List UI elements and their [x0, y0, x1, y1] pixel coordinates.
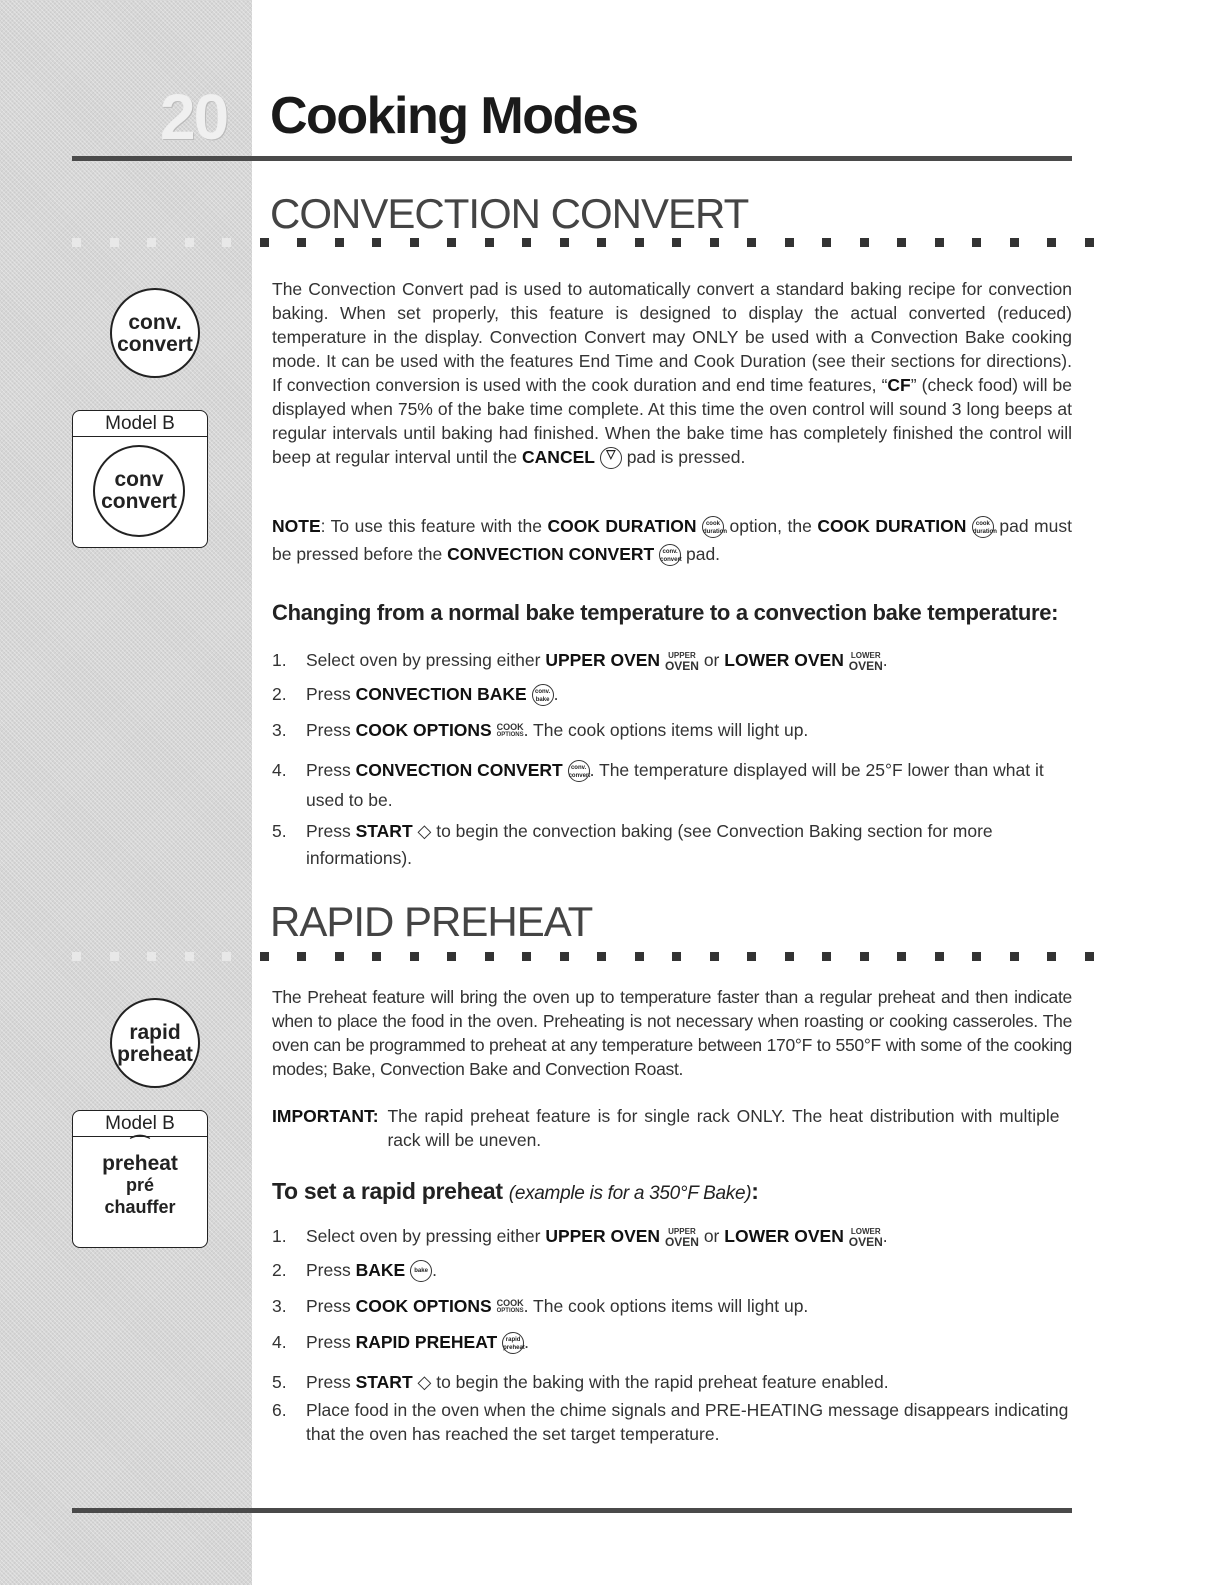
rapid-preheat-paragraph: The Preheat feature will bring the oven up to temperature faster than a regular preheat and then indicate when to place the food in the oven. Preheating is not necessary when roasting or cooking casseroles. The oven can be programmed to preheat at any temperature between 170°F to 550°F with some of the cooking modes; Bake, Convection Bake and Convection Roast. — [272, 987, 1072, 1079]
divider-square — [1085, 238, 1094, 247]
text-run: pad is pressed. — [621, 447, 746, 467]
icon-text: rapid — [505, 1337, 521, 1344]
divider-square — [897, 952, 906, 961]
text-run: pad. — [685, 544, 721, 564]
divider-square — [597, 238, 606, 247]
divider-square — [897, 238, 906, 247]
text-run: to begin the convection baking (see Convection Baking section for more informations). — [306, 821, 993, 868]
divider-square — [222, 952, 231, 961]
text-run: LOWER OVEN — [724, 650, 844, 670]
chapter-title: Cooking Modes — [270, 87, 638, 145]
divider-square — [72, 952, 81, 961]
text-run: Press — [306, 1296, 356, 1316]
model-label: Model B — [73, 411, 207, 437]
important-paragraph — [272, 1104, 1072, 1152]
icon-text: OVEN — [848, 1234, 883, 1249]
divider-square — [785, 952, 794, 961]
divider-square — [635, 238, 644, 247]
divider-square — [335, 952, 344, 961]
conv-convert-icon — [568, 760, 590, 782]
icon-text: bake — [414, 1268, 428, 1275]
icon-text: preheat — [503, 1345, 525, 1352]
text-run: START — [355, 1372, 413, 1392]
text-run: COOK DURATION — [547, 516, 697, 536]
divider-square — [522, 952, 531, 961]
text-run: The Convection Convert pad is used to automatically convert a standard baking recipe for convection baking. When set properly, this feature is designed to display the actual converted (reduced) temperature in the display. Convection Convert may ONLY be used with a Convection Bake cooking mode. It can be used with the features End Time and Cook Duration (see their sections for directions). If convection conversion is used with the cook duration and end time features, “ — [272, 279, 1072, 395]
text-run: CANCEL — [522, 447, 595, 467]
divider-square — [185, 238, 194, 247]
divider-square — [522, 238, 531, 247]
lower-oven-icon — [849, 651, 883, 672]
text-run: : — [751, 1178, 759, 1204]
footer-rule — [72, 1508, 1072, 1513]
text-run: to begin the baking with the rapid preheat feature enabled. — [431, 1372, 889, 1392]
divider-square — [410, 952, 419, 961]
divider-square — [1085, 952, 1094, 961]
icon-text: conv. — [570, 765, 587, 772]
icon-text: OPTIONS — [496, 1308, 524, 1315]
cook-options-icon — [497, 723, 524, 739]
divider-square — [860, 952, 869, 961]
text-run: COOK OPTIONS — [355, 1296, 492, 1316]
text-run: or — [703, 1226, 725, 1246]
conv-convert-button — [110, 288, 200, 378]
step-number: 5. — [272, 1372, 287, 1392]
text-run: CONVECTION BAKE — [355, 684, 527, 704]
divider-square — [822, 952, 831, 961]
icon-text: convert — [568, 773, 591, 780]
text-run: Press — [306, 1260, 356, 1280]
start-icon: ◇ — [417, 821, 432, 841]
start-icon: ◇ — [417, 1372, 432, 1392]
text-run: Select oven by pressing either — [306, 1226, 546, 1246]
text-run: UPPER OVEN — [545, 650, 661, 670]
divider-square — [710, 952, 719, 961]
step-number: 6. — [272, 1400, 287, 1420]
model-b-panel — [72, 1110, 208, 1248]
text-run: To set a rapid preheat — [272, 1178, 503, 1204]
text-run: Press — [306, 821, 356, 841]
icon-text: duration — [972, 529, 997, 536]
divider-square — [222, 238, 231, 247]
upper-oven-icon — [665, 651, 699, 672]
icon-text: OVEN — [664, 658, 699, 673]
button-line: conv. — [128, 311, 182, 334]
divider-square — [935, 952, 944, 961]
text-run: RAPID PREHEAT — [355, 1332, 498, 1352]
conv-convert-icon — [659, 544, 681, 566]
text-run: Press — [306, 760, 356, 780]
text-run: option, the — [729, 516, 818, 536]
text-run: LOWER OVEN — [724, 1226, 844, 1246]
divider-square — [485, 238, 494, 247]
divider-square — [1010, 238, 1019, 247]
lower-oven-icon — [849, 1227, 883, 1248]
icon-text: conv. — [534, 689, 551, 696]
conv-bake-icon — [532, 684, 554, 706]
divider-square — [372, 238, 381, 247]
divider-square — [1047, 952, 1056, 961]
text-run: CF — [887, 375, 911, 395]
divider-square — [860, 238, 869, 247]
step-number: 5. — [272, 821, 287, 841]
step-number: 1. — [272, 650, 287, 670]
divider-square — [672, 238, 681, 247]
icon-text: bake — [535, 697, 550, 704]
text-run: . The temperature displayed will be 25°F lower than what it used to be. — [306, 760, 1044, 810]
text-run: Press — [306, 720, 356, 740]
button-line: pré — [125, 1175, 154, 1195]
divider-square — [972, 952, 981, 961]
button-line: preheat — [102, 1152, 178, 1175]
divider-square — [447, 952, 456, 961]
text-run: . — [524, 1332, 529, 1352]
text-run: . The cook options items will light up. — [523, 1296, 809, 1316]
divider-square — [260, 952, 269, 961]
important-label: IMPORTANT: — [272, 1106, 379, 1126]
text-run: . — [553, 684, 559, 704]
cancel-icon: ▽ — [600, 447, 622, 469]
conv-convert-model-button — [93, 445, 185, 537]
step-number: 4. — [272, 1332, 287, 1352]
step-number: 2. — [272, 684, 287, 704]
cook-options-icon — [497, 1299, 524, 1315]
icon-text: conv. — [662, 549, 678, 556]
cook-duration-icon — [972, 516, 997, 538]
divider-square — [335, 238, 344, 247]
divider-square — [110, 952, 119, 961]
preheat-model-button — [73, 1135, 207, 1218]
section-title-rapid-preheat: RAPID PREHEAT — [270, 898, 593, 945]
text-run: COOK DURATION — [817, 516, 967, 536]
button-line: convert — [101, 490, 177, 513]
button-line: preheat — [117, 1043, 193, 1066]
text-run: The rapid preheat feature is for single rack ONLY. The heat distribution with multiple rack will be uneven. — [387, 1106, 1060, 1150]
text-run: or — [703, 650, 725, 670]
rapid-preheat-button — [110, 998, 200, 1088]
text-run: . — [432, 1260, 437, 1280]
convection-subheading: Changing from a normal bake temperature to a convection bake temperature: — [272, 600, 1059, 625]
text-run: BAKE — [355, 1260, 406, 1280]
button-line: chauffer — [104, 1197, 176, 1217]
text-run: : To use this feature with the — [320, 516, 548, 536]
divider-square — [597, 952, 606, 961]
model-b-panel — [72, 410, 208, 548]
dot-divider — [72, 238, 1082, 248]
divider-square — [1010, 952, 1019, 961]
icon-text: duration — [702, 529, 727, 536]
icon-text: OVEN — [848, 658, 883, 673]
icon-text: LOWER — [850, 1226, 881, 1236]
divider-square — [72, 238, 81, 247]
divider-square — [372, 952, 381, 961]
icon-text: COOK — [496, 1298, 524, 1309]
convection-convert-paragraph — [272, 277, 1072, 469]
divider-square — [410, 238, 419, 247]
cook-duration-icon — [702, 516, 727, 538]
text-run: ” (check food) will be displayed when 75% of the bake time complete. At this time the oven control will sound 3 long beeps at regular intervals until baking had finished. When the bake time has completely finished the control will beep at regular interval until the — [272, 375, 1072, 467]
divider-square — [710, 238, 719, 247]
text-run: . — [882, 650, 888, 670]
step-number: 4. — [272, 760, 287, 780]
note-label: NOTE — [272, 516, 321, 536]
divider-square — [297, 238, 306, 247]
icon-text: UPPER — [668, 650, 696, 660]
text-run: pad must be pressed before the — [272, 516, 1072, 564]
icon-text: UPPER — [668, 1226, 696, 1236]
text-run: (example is for a 350°F Bake) — [508, 1183, 752, 1204]
note-paragraph — [272, 512, 1072, 568]
divider-square — [185, 952, 194, 961]
divider-square — [1047, 238, 1056, 247]
divider-square — [147, 238, 156, 247]
section-title-convection-convert: CONVECTION CONVERT — [270, 190, 749, 237]
text-run: Press — [306, 684, 356, 704]
text-run: Select oven by pressing either — [306, 650, 546, 670]
text-run: COOK OPTIONS — [355, 720, 492, 740]
icon-text: OVEN — [664, 1234, 699, 1249]
icon-text: cook — [705, 521, 720, 528]
divider-square — [485, 952, 494, 961]
divider-square — [822, 238, 831, 247]
divider-square — [447, 238, 456, 247]
text-run: UPPER OVEN — [545, 1226, 661, 1246]
button-line: conv — [114, 468, 164, 491]
text-run: Press — [306, 1372, 356, 1392]
divider-square — [972, 238, 981, 247]
divider-square — [785, 238, 794, 247]
step-number: 1. — [272, 1226, 287, 1246]
button-line: rapid — [129, 1021, 181, 1044]
divider-square — [147, 952, 156, 961]
upper-oven-icon — [665, 1227, 699, 1248]
arc-icon: ⌒ — [130, 1135, 150, 1157]
rapid-preheat-icon — [502, 1332, 524, 1354]
page-number: 20 — [160, 81, 228, 153]
text-run: Press — [306, 1332, 356, 1352]
text-run: Place food in the oven when the chime signals and PRE-HEATING message disappears indicating that the oven has reached the set target temperature. — [306, 1400, 1069, 1444]
text-run: START — [355, 821, 413, 841]
divider-square — [560, 238, 569, 247]
dot-divider — [72, 952, 1082, 962]
divider-square — [747, 238, 756, 247]
icon-text: cook — [975, 521, 990, 528]
icon-text: OPTIONS — [496, 732, 524, 739]
divider-square — [935, 238, 944, 247]
icon-text: COOK — [496, 722, 524, 733]
button-line: convert — [117, 333, 193, 356]
text-run: . — [882, 1226, 888, 1246]
divider-square — [260, 238, 269, 247]
text-run: . The cook options items will light up. — [523, 720, 809, 740]
step-number: 3. — [272, 720, 287, 740]
text-run: CONVECTION CONVERT — [447, 544, 655, 564]
divider-square — [560, 952, 569, 961]
text-run: CONVECTION CONVERT — [355, 760, 563, 780]
divider-square — [297, 952, 306, 961]
bake-icon — [410, 1260, 432, 1282]
icon-text: LOWER — [850, 650, 881, 660]
model-label: Model B — [73, 1111, 207, 1137]
rapid-subheading — [272, 1178, 759, 1205]
step-number: 3. — [272, 1296, 287, 1316]
divider-square — [635, 952, 644, 961]
header-rule — [72, 156, 1072, 161]
divider-square — [672, 952, 681, 961]
step-number: 2. — [272, 1260, 287, 1280]
divider-square — [110, 238, 119, 247]
icon-text: convert — [660, 557, 682, 564]
divider-square — [747, 952, 756, 961]
